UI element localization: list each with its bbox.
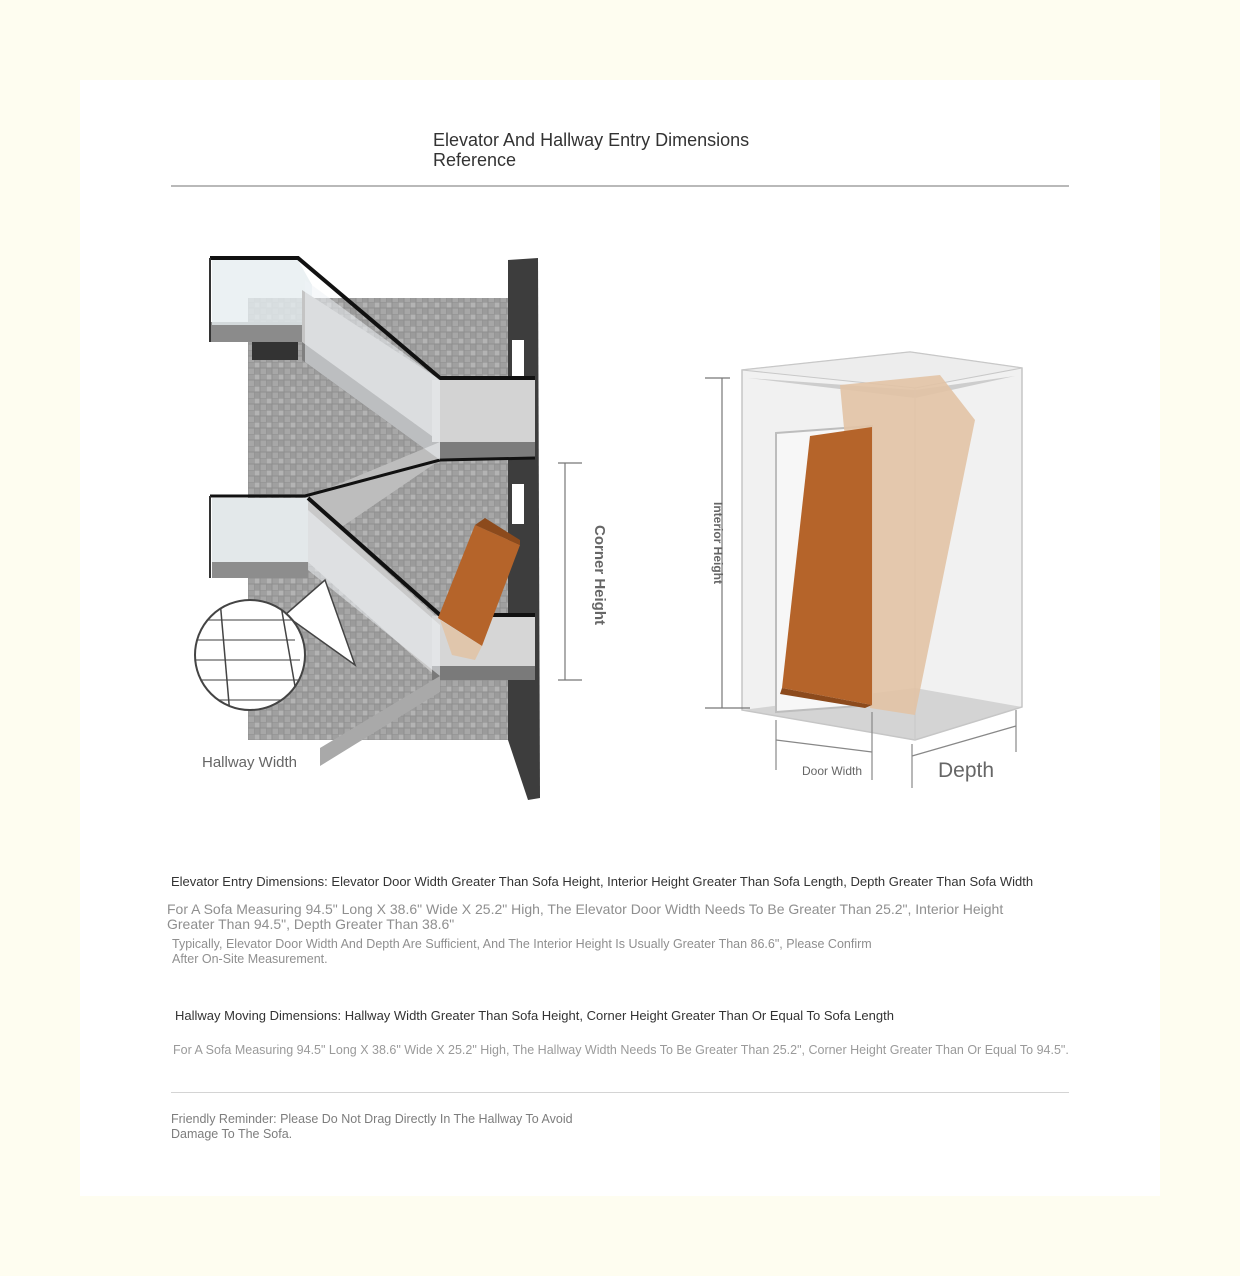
hallway-dimensions-heading: Hallway Moving Dimensions: Hallway Width Greater Than Sofa Height, Corner Height Greater Than Or Equal To Sofa Length: [175, 1008, 894, 1023]
reminder-divider: [171, 1092, 1069, 1093]
elevator-sofa-example: For A Sofa Measuring 94.5" Long X 38.6" Wide X 25.2" High, The Elevator Door Width Needs To Be Greater Than 25.2", Interior Height Greater Than 94.5", Depth Greater Than 38.6": [167, 901, 1004, 932]
wall-window: [512, 484, 524, 524]
dimension-diagrams: [80, 80, 1160, 840]
elevator-measurement-note: Typically, Elevator Door Width And Depth Are Sufficient, And The Interior Height Is Usually Greater Than 86.6", Please Confirm After On-Site Measurement.: [172, 937, 872, 966]
hallway-width-label: Hallway Width: [202, 754, 298, 771]
elevator-dimensions-heading: Elevator Entry Dimensions: Elevator Door Width Greater Than Sofa Height, Interior Height Greater Than Sofa Length, Depth Greater Than Sofa Width: [171, 874, 1034, 889]
interior-height-label: Interior Height: [711, 501, 725, 585]
wall-window: [512, 340, 524, 380]
page-title: Elevator And Hallway Entry Dimensions Reference: [433, 130, 750, 170]
corner-height-label: Corner Height: [591, 524, 608, 626]
upper-door: [252, 342, 298, 360]
stairwell-illustration: [190, 258, 608, 800]
hallway-sofa-example: For A Sofa Measuring 94.5" Long X 38.6" Wide X 25.2" High, The Hallway Width Needs To Be Greater Than 25.2", Corner Height Greater Than Or Equal To 94.5".: [173, 1043, 1069, 1057]
elevator-illustration: [705, 352, 1022, 788]
lower-landing: [212, 498, 308, 562]
stair-side-wall: [508, 258, 540, 800]
door-width-label: Door Width: [802, 764, 863, 778]
door-width-line: [776, 740, 872, 752]
middle-landing: [432, 380, 535, 442]
content-card: [80, 80, 1160, 1196]
friendly-reminder: Friendly Reminder: Please Do Not Drag Directly In The Hallway To Avoid Damage To The Sofa.: [171, 1112, 573, 1141]
depth-label: Depth: [938, 759, 995, 782]
